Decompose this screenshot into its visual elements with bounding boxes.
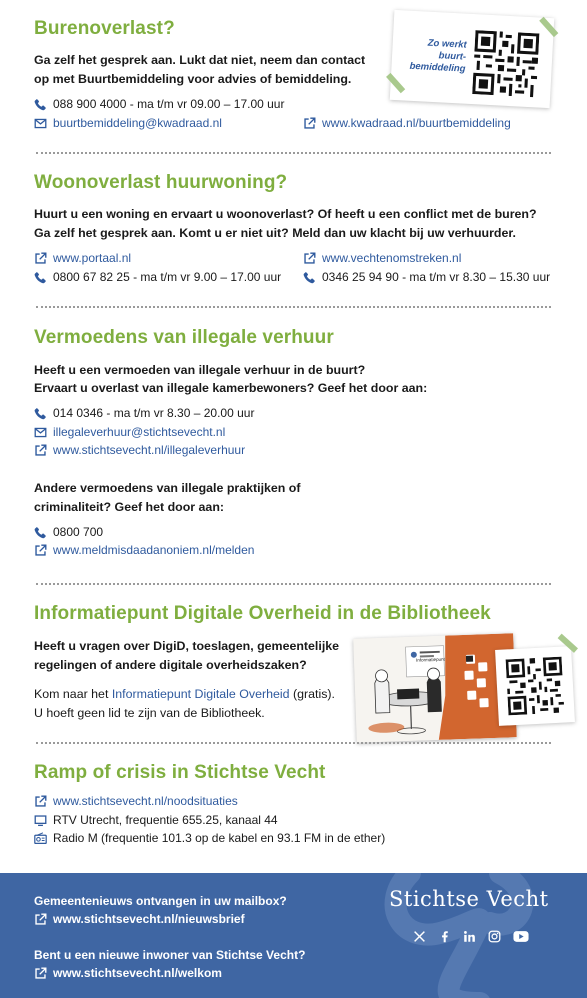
welcome-link-text[interactable]: www.stichtsevecht.nl/welkom — [53, 966, 222, 980]
meld-misdaad-web[interactable] — [34, 543, 254, 557]
phone-text: 0800 67 82 25 - ma t/m vr 9.00 – 17.00 uur — [53, 270, 282, 284]
section-title-ramp: Ramp of crisis in Stichtse Vecht — [34, 762, 326, 783]
illegale-verhuur-lead-2: Ervaart u overlast van illegale kamerbewoners? Geef het door aan: — [34, 381, 428, 395]
section-title-informatiepunt: Informatiepunt Digitale Overheid in de Bibliotheek — [34, 603, 491, 624]
illegale-verhuur-lead-1: Heeft u een vermoeden van illegale verhuur in de buurt? — [34, 363, 366, 377]
section-title-illegale-verhuur: Vermoedens van illegale verhuur — [34, 327, 334, 348]
illegale-verhuur-web[interactable] — [34, 443, 245, 457]
mail-icon — [34, 117, 47, 130]
radio-icon — [34, 832, 47, 845]
phone-icon — [303, 271, 316, 284]
external-link-icon — [34, 967, 47, 980]
section-title-burenoverlast: Burenoverlast? — [34, 18, 175, 39]
phone-text: 0800 700 — [53, 525, 104, 539]
qr-code — [506, 657, 565, 716]
footer-question-new-resident: Bent u een nieuwe inwoner van Stichtse Vecht? — [34, 948, 306, 962]
body-text: Kom naar het — [34, 687, 112, 701]
web-link[interactable]: www.meldmisdaadanoniem.nl/melden — [53, 543, 255, 557]
divider — [36, 306, 551, 308]
x-icon[interactable] — [413, 930, 426, 943]
external-link-icon — [303, 117, 316, 130]
divider — [36, 152, 551, 154]
email-link[interactable]: illegaleverhuur@stichtsevecht.nl — [53, 425, 226, 439]
mail-icon — [34, 426, 47, 439]
web-link[interactable]: www.stichtsevecht.nl/noodsituaties — [53, 794, 238, 808]
informatiepunt-body-2: U hoeft geen lid te zijn van de Bibliotheek. — [34, 706, 265, 720]
burenoverlast-phone[interactable] — [34, 97, 284, 111]
phone-text: 088 900 4000 - ma t/m vr 09.00 – 17.00 uur — [53, 97, 285, 111]
footer — [0, 873, 587, 998]
qr-caption: Zo werkt buurt-bemiddeling — [409, 37, 468, 75]
informatiepunt-poster-illustration — [353, 633, 517, 743]
phone-icon — [34, 271, 47, 284]
vechtenomstreken-phone[interactable] — [303, 270, 550, 284]
tv-icon — [34, 814, 47, 827]
burenoverlast-email[interactable] — [34, 116, 222, 130]
portaal-phone[interactable] — [34, 270, 281, 284]
woonoverlast-lead: Huurt u een woning en ervaart u woonoverlast? Of heeft u een conflict met de buren? Ga zelf het gesprek aan. Komt u er niet uit? Meld dan uw klacht bij uw verhuurder. — [34, 207, 537, 240]
external-link-icon — [34, 444, 47, 457]
email-link[interactable]: buurtbemiddeling@kwadraad.nl — [53, 116, 222, 130]
phone-text: 014 0346 - ma t/m vr 8.30 – 20.00 uur — [53, 406, 255, 420]
instagram-icon[interactable] — [488, 930, 501, 943]
phone-icon — [34, 526, 47, 539]
external-link-icon — [34, 795, 47, 808]
newsletter-link-text[interactable]: www.stichtsevecht.nl/nieuwsbrief — [53, 912, 245, 926]
divider — [36, 742, 551, 744]
footer-question-newsletter: Gemeentenieuws ontvangen in uw mailbox? — [34, 894, 287, 908]
criminaliteit-lead: Andere vermoedens van illegale praktijken of criminaliteit? Geef het door aan: — [34, 481, 301, 514]
poster-drawing — [353, 633, 517, 743]
qr-code — [472, 30, 539, 97]
vechtenomstreken-web[interactable] — [303, 251, 461, 265]
qr-card-buurtbemiddeling — [390, 10, 554, 108]
web-link[interactable]: www.stichtsevecht.nl/illegaleverhuur — [53, 443, 246, 457]
ramp-web[interactable] — [34, 794, 238, 808]
burenoverlast-lead: Ga zelf het gesprek aan. Lukt dat niet, neem dan contact op met Buurtbemiddeling voor advies of bemiddeling. — [34, 53, 366, 86]
footer-welcome-link[interactable] — [34, 966, 222, 980]
web-link[interactable]: www.vechtenomstreken.nl — [322, 251, 462, 265]
radio-text: Radio M (frequentie 101.3 op de kabel en 93.1 FM in de ether) — [53, 831, 386, 845]
web-link[interactable]: www.portaal.nl — [53, 251, 132, 265]
section-title-woonoverlast: Woonoverlast huurwoning? — [34, 172, 288, 193]
stichtse-vecht-logo: Stichtse Vecht — [389, 887, 549, 911]
external-link-icon — [34, 252, 47, 265]
social-icons — [413, 930, 529, 943]
phone-icon — [34, 407, 47, 420]
phone-text: 0346 25 94 90 - ma t/m vr 8.30 – 15.30 uur — [322, 270, 551, 284]
informatiepunt-body — [34, 685, 349, 704]
facebook-icon[interactable] — [438, 930, 451, 943]
informatiepunt-link[interactable]: Informatiepunt Digitale Overheid — [111, 687, 290, 701]
body-text: (gratis). — [289, 687, 335, 701]
footer-newsletter-link[interactable] — [34, 912, 245, 926]
tv-text: RTV Utrecht, frequentie 655.25, kanaal 44 — [53, 813, 278, 827]
external-link-icon — [34, 544, 47, 557]
external-link-icon — [303, 252, 316, 265]
qr-card-informatiepunt — [495, 646, 575, 726]
web-link[interactable]: www.kwadraad.nl/buurtbemiddeling — [322, 116, 511, 130]
phone-icon — [34, 98, 47, 111]
burenoverlast-web[interactable] — [303, 116, 511, 130]
illegale-verhuur-email[interactable] — [34, 425, 225, 439]
illegale-verhuur-phone[interactable] — [34, 406, 254, 420]
ramp-tv — [34, 813, 278, 827]
meld-misdaad-phone[interactable] — [34, 525, 103, 539]
ramp-radio — [34, 831, 385, 845]
linkedin-icon[interactable] — [463, 930, 476, 943]
portaal-web[interactable] — [34, 251, 131, 265]
youtube-icon[interactable] — [513, 930, 529, 943]
divider — [36, 583, 551, 585]
informatiepunt-lead: Heeft u vragen over DigiD, toeslagen, gemeentelijke regelingen of andere digitale overheidszaken? — [34, 639, 340, 672]
external-link-icon — [34, 913, 47, 926]
poster-label: Informatiepunt — [415, 656, 445, 663]
